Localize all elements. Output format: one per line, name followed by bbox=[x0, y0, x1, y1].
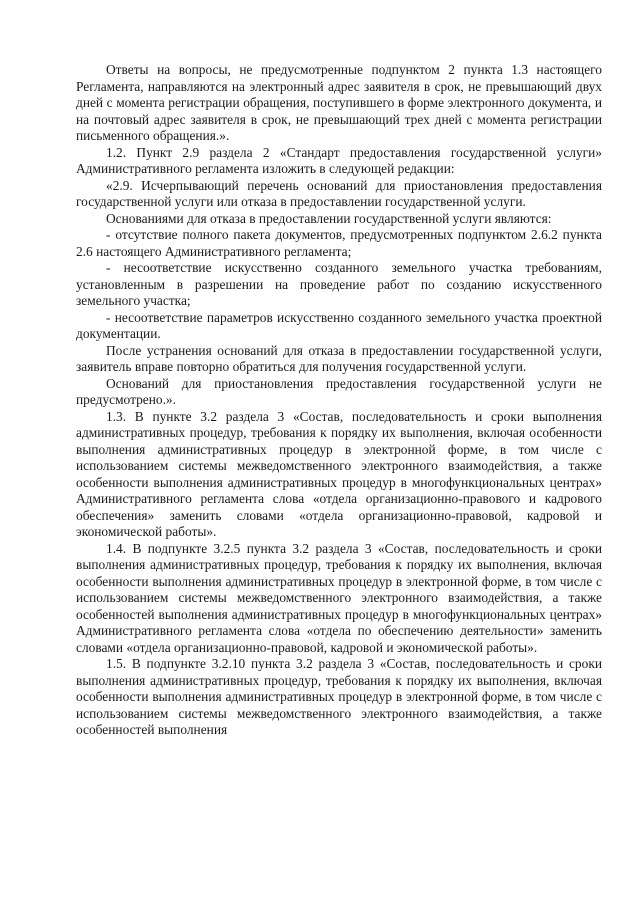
list-item-missing-documents: - отсутствие полного пакета документов, предусмотренных подпунктом 2.6.2 пункта 2.6 настоящего Административного регламента; bbox=[76, 227, 602, 259]
paragraph-no-suspension: Оснований для приостановления предоставления государственной услуги не предусмотрено.». bbox=[76, 375, 602, 407]
paragraph-1-2: 1.2. Пункт 2.9 раздела 2 «Стандарт предоставления государственной услуги» Административного регламента изложить в следующей редакции: bbox=[76, 144, 602, 176]
paragraph-1-4: 1.4. В подпункте 3.2.5 пункта 3.2 раздела 3 «Состав, последовательность и сроки выполнения административных процедур, требования к порядку их выполнения, включая особенности выполнения административных процедур в электронной форме, в том числе с использованием системы межведомственного электронного взаимодействия, а также особенностей выполнения административных процедур в многофункциональных центрах» Административного регламента слова «отдела по обеспечению деятельности» заменить словами «отдела организационно-правовой, кадровой и экономической работы». bbox=[76, 540, 602, 655]
paragraph-reply-deadlines: Ответы на вопросы, не предусмотренные подпунктом 2 пункта 1.3 настоящего Регламента, направляются на электронный адрес заявителя в срок, не превышающий двух дней с момента регистрации обращения, поступившего в форме электронного документа, и на почтовый адрес заявителя в срок, не превышающий трех дней с момента регистрации письменного обращения.». bbox=[76, 62, 602, 143]
paragraph-refusal-grounds: Основаниями для отказа в предоставлении государственной услуги являются: bbox=[106, 210, 552, 226]
paragraph-reapply: После устранения оснований для отказа в предоставлении государственной услуги, заявитель вправе повторно обратиться для получения государственной услуги. bbox=[76, 342, 602, 374]
paragraph-1-3: 1.3. В пункте 3.2 раздела 3 «Состав, последовательность и сроки выполнения административных процедур, требования к порядку их выполнения, включая особенности выполнения административных процедур в электронной форме, в том числе с использованием системы межведомственного электронного взаимодействия, а также особенности выполнения административных процедур в многофункциональных центрах» Административного регламента слова «отдела организационно-правового и кадрового обеспечения» заменить словами «отдела организационно-правовой, кадровой и экономической работы». bbox=[76, 408, 602, 539]
paragraph-1-5: 1.5. В подпункте 3.2.10 пункта 3.2 раздела 3 «Состав, последовательность и сроки выполнения административных процедур, требования к порядку их выполнения, включая особенности выполнения административных процедур в электронной форме, в том числе с использованием системы межведомственного электронного взаимодействия, а также особенностей выполнения bbox=[76, 656, 602, 737]
list-item-plot-mismatch: - несоответствие искусственно созданного земельного участка требованиям, установленным в разрешении на проведение работ по созданию искусственного земельного участка; bbox=[76, 260, 602, 308]
paragraph-2-9: «2.9. Исчерпывающий перечень оснований для приостановления предоставления государственной услуги или отказа в предоставлении государственной услуги. bbox=[76, 177, 602, 209]
list-item-parameters-mismatch: - несоответствие параметров искусственно созданного земельного участка проектной документации. bbox=[76, 309, 602, 341]
document-body bbox=[76, 62, 602, 739]
